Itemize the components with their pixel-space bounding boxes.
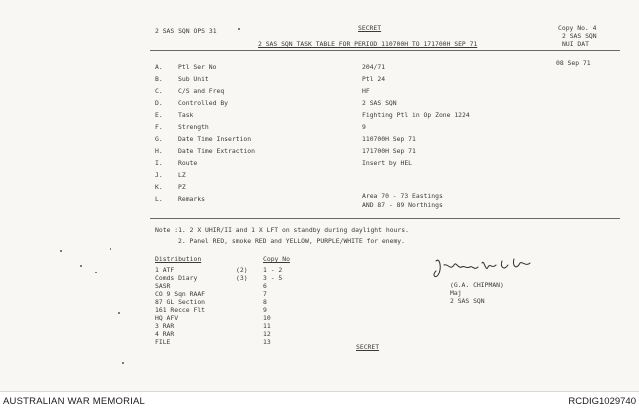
notes-divider: [150, 218, 620, 219]
scan-speck: [80, 265, 82, 267]
scan-speck: [122, 362, 124, 364]
issuing-location: NUI DAT: [562, 40, 589, 48]
task-value: 9: [362, 123, 366, 131]
distribution-copies: 10: [263, 314, 271, 322]
task-letter: F.: [155, 123, 163, 131]
task-label: C/S and Freq: [178, 87, 225, 95]
task-value: Ptl 24: [362, 75, 386, 83]
classification-bottom: SECRET: [356, 343, 380, 351]
task-label: Remarks: [178, 195, 205, 203]
task-letter: B.: [155, 75, 163, 83]
distribution-name: HQ AFV: [155, 314, 179, 322]
distribution-name: CO 9 Sqn RAAF: [155, 290, 206, 298]
distribution-name: 87 GL Section: [155, 298, 206, 306]
task-letter: A.: [155, 63, 163, 71]
distribution-copies: 1 - 2: [263, 266, 283, 274]
issuing-unit: 2 SAS SQN: [562, 32, 597, 40]
task-value: 204/71: [362, 63, 386, 71]
document-title: 2 SAS SQN TASK TABLE FOR PERIOD 110700H TO 171700H SEP 71: [258, 40, 478, 48]
distribution-copies: 3 - 5: [263, 274, 283, 282]
task-value: 2 SAS SQN: [362, 99, 397, 107]
distribution-copies: 7: [263, 290, 267, 298]
task-letter: J.: [155, 171, 163, 179]
task-label: LZ: [178, 171, 186, 179]
copy-no-header: Copy No: [263, 255, 290, 263]
task-label: Date Time Extraction: [178, 147, 255, 155]
task-label: Controlled By: [178, 99, 229, 107]
task-label: Route: [178, 159, 198, 167]
distribution-name: SASR: [155, 282, 171, 290]
distribution-copies: 12: [263, 330, 271, 338]
signatory-rank: Maj: [450, 289, 462, 297]
scan-speck: [60, 250, 62, 252]
task-letter: H.: [155, 147, 163, 155]
scan-speck: [95, 272, 97, 273]
scan-speck: [118, 312, 120, 314]
task-value: Insert by HEL: [362, 159, 413, 167]
distribution-name: 1 ATF: [155, 266, 175, 274]
distribution-qty: (3): [236, 274, 248, 282]
distribution-name: Comds Diary: [155, 274, 198, 282]
remarks-line-2: AND 87 - 89 Northings: [362, 201, 443, 209]
distribution-copies: 13: [263, 338, 271, 346]
distribution-copies: 11: [263, 322, 271, 330]
archive-name: AUSTRALIAN WAR MEMORIAL: [3, 396, 146, 407]
note-1: Note :1. 2 X UHIR/II and 1 X LFT on standby during daylight hours.: [155, 226, 409, 234]
task-letter: C.: [155, 87, 163, 95]
doc-reference: 2 SAS SQN OPS 31: [155, 27, 217, 35]
task-value: 171700H Sep 71: [362, 147, 416, 155]
distribution-qty: (2): [236, 266, 248, 274]
distribution-copies: 8: [263, 298, 267, 306]
task-value: 110700H Sep 71: [362, 135, 416, 143]
task-label: Sub Unit: [178, 75, 209, 83]
task-letter: G.: [155, 135, 163, 143]
task-value: Area 70 - 73 Eastings: [362, 192, 443, 200]
task-letter: E.: [155, 111, 163, 119]
task-value: Fighting Ptl in Op Zone 1224: [362, 111, 470, 119]
task-letter: D.: [155, 99, 163, 107]
archive-footer: [0, 391, 639, 410]
scan-speck: [238, 28, 240, 30]
copy-number: Copy No. 4: [558, 24, 597, 32]
distribution-name: 3 RAR: [155, 322, 175, 330]
archive-record-id: RCDIG1029740: [568, 396, 636, 407]
classification-top: SECRET: [358, 24, 382, 32]
distribution-name: 4 RAR: [155, 330, 175, 338]
task-letter: L.: [155, 195, 163, 203]
distribution-name: 161 Recce Flt: [155, 306, 206, 314]
distribution-header: Distribution: [155, 255, 202, 263]
signatory-unit: 2 SAS SQN: [450, 297, 485, 305]
task-letter: I.: [155, 159, 163, 167]
task-label: Task: [178, 111, 194, 119]
handwritten-signature: [430, 255, 540, 283]
distribution-name: FILE: [155, 338, 171, 346]
task-label: Ptl Ser No: [178, 63, 217, 71]
signatory-name: (G.A. CHIPMAN): [450, 281, 504, 289]
scan-speck: [110, 248, 111, 250]
title-divider: [150, 50, 620, 51]
document-date: 08 Sep 71: [556, 59, 591, 67]
task-label: PZ: [178, 183, 186, 191]
task-value: HF: [362, 87, 370, 95]
task-label: Date Time Insertion: [178, 135, 252, 143]
note-2: 2. Panel RED, smoke RED and YELLOW, PURPLE/WHITE for enemy.: [178, 237, 406, 245]
distribution-copies: 9: [263, 306, 267, 314]
distribution-copies: 6: [263, 282, 267, 290]
task-letter: K.: [155, 183, 163, 191]
task-label: Strength: [178, 123, 209, 131]
